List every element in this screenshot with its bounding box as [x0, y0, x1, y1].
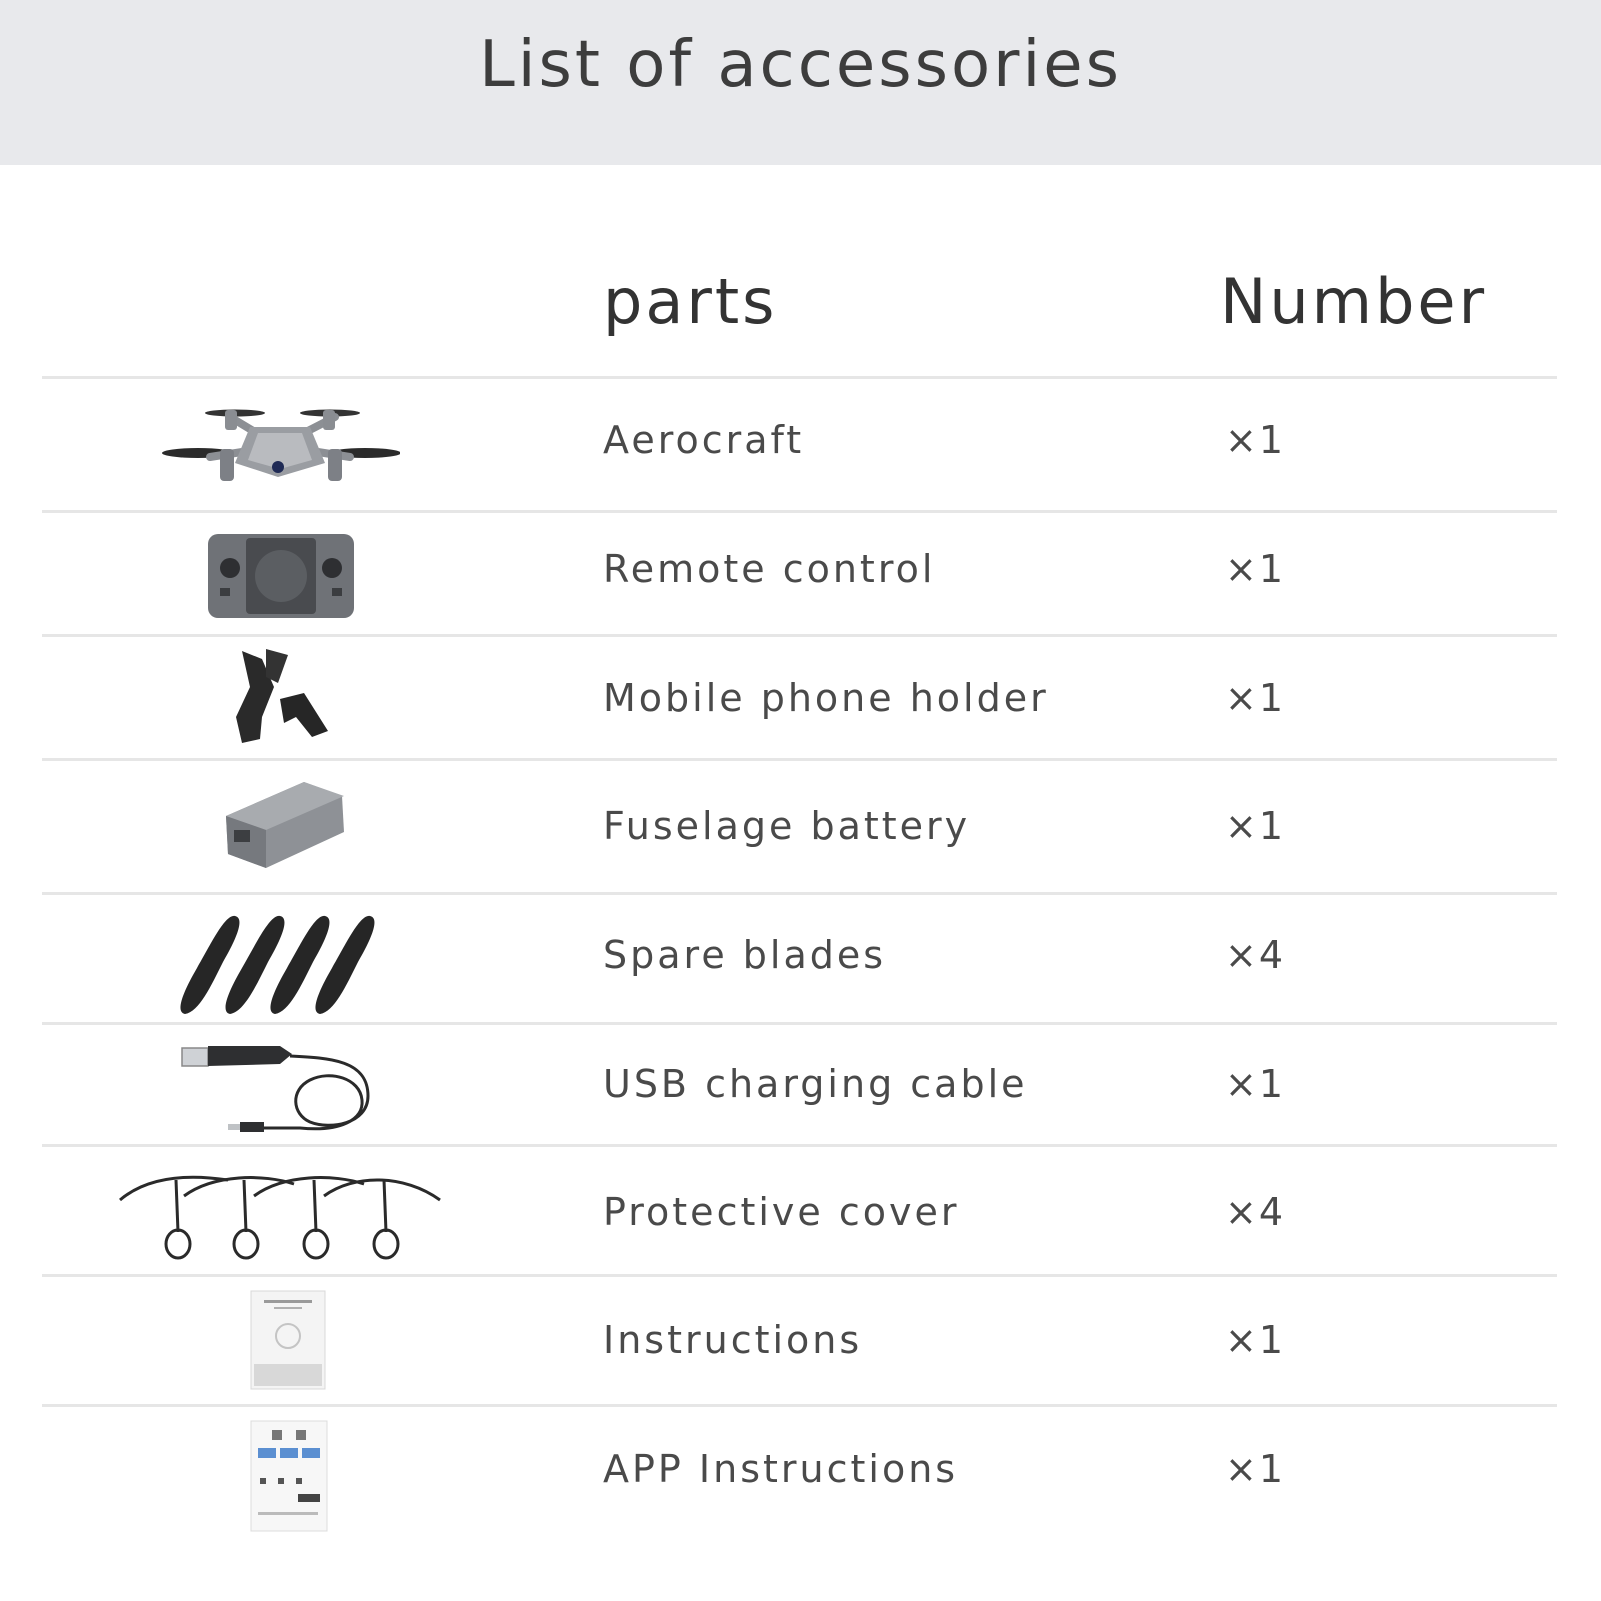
page-title: List of accessories [479, 28, 1122, 102]
part-qty-fuselage-battery: ×1 [1225, 804, 1286, 848]
row-divider [42, 1274, 1557, 1277]
part-name-fuselage-battery: Fuselage battery [603, 804, 971, 848]
part-name-phone-holder: Mobile phone holder [603, 676, 1049, 720]
row-divider [42, 1404, 1557, 1407]
part-qty-phone-holder: ×1 [1225, 676, 1286, 720]
part-qty-protective-cover: ×4 [1225, 1190, 1286, 1234]
part-qty-aerocraft: ×1 [1225, 418, 1286, 462]
battery-icon [222, 778, 347, 878]
remote-control-icon [206, 530, 356, 622]
row-divider [42, 1022, 1557, 1025]
column-header-parts: parts [603, 265, 778, 338]
manual-icon [250, 1290, 326, 1390]
part-qty-instructions: ×1 [1225, 1318, 1286, 1362]
part-qty-app-instructions: ×1 [1225, 1447, 1286, 1491]
part-name-protective-cover: Protective cover [603, 1190, 960, 1234]
part-name-remote-control: Remote control [603, 547, 936, 591]
app-manual-icon [250, 1420, 328, 1532]
part-name-app-instructions: APP Instructions [603, 1447, 959, 1491]
drone-icon [160, 405, 400, 500]
row-divider [42, 758, 1557, 761]
row-divider [42, 510, 1557, 513]
propeller-guard-icon [118, 1170, 443, 1260]
part-qty-usb-cable: ×1 [1225, 1062, 1286, 1106]
column-header-number: Number [1220, 265, 1488, 338]
propeller-blades-icon [175, 912, 385, 1018]
header-divider [42, 376, 1557, 379]
row-divider [42, 1144, 1557, 1147]
part-qty-spare-blades: ×4 [1225, 933, 1286, 977]
part-name-spare-blades: Spare blades [603, 933, 887, 977]
row-divider [42, 892, 1557, 895]
row-divider [42, 634, 1557, 637]
phone-holder-icon [232, 647, 332, 745]
part-name-aerocraft: Aerocraft [603, 418, 805, 462]
part-name-usb-cable: USB charging cable [603, 1062, 1028, 1106]
usb-cable-icon [180, 1040, 380, 1140]
part-name-instructions: Instructions [603, 1318, 863, 1362]
part-qty-remote-control: ×1 [1225, 547, 1286, 591]
